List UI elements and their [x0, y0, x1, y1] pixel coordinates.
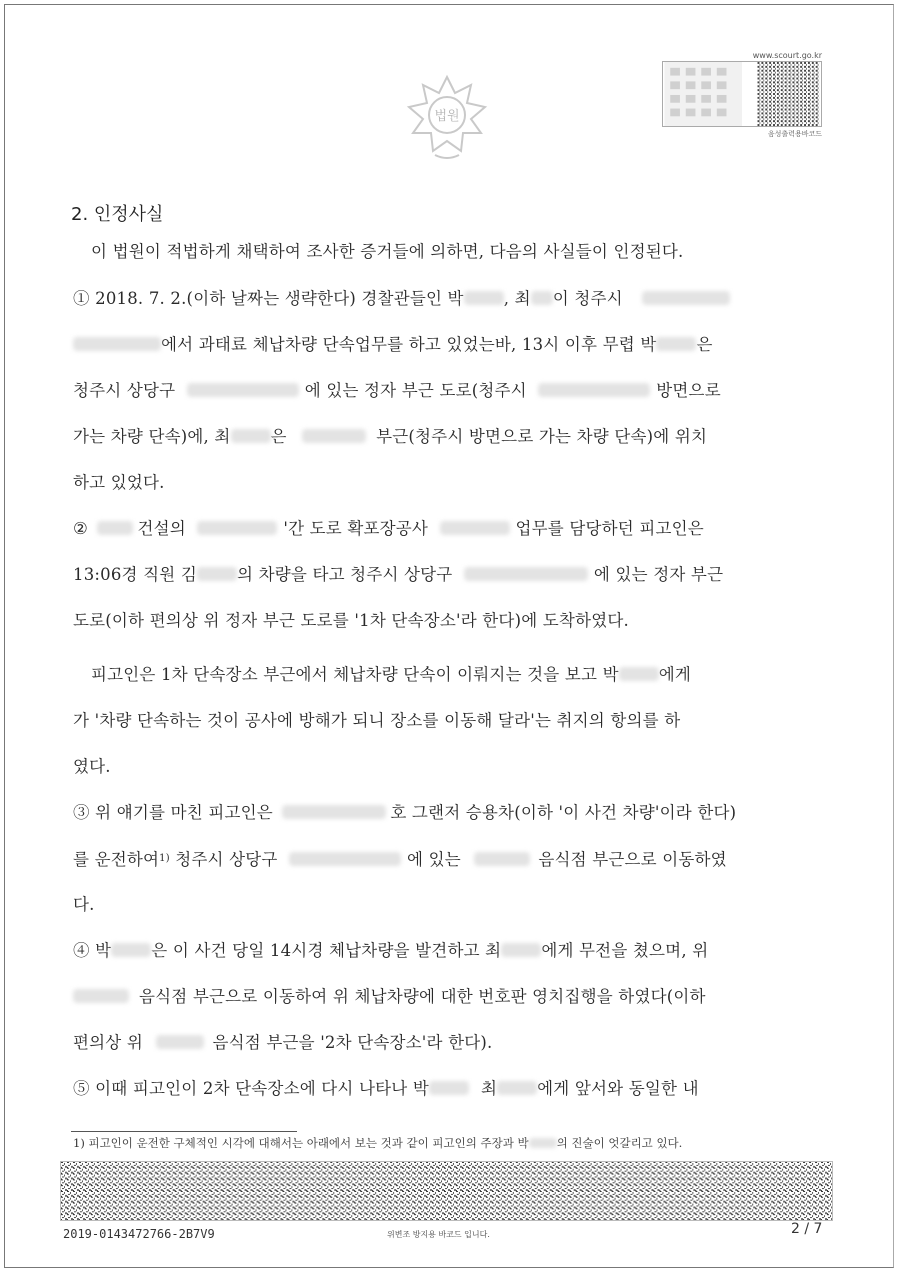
- body-line: 를 운전하여$^{1)}$ 청주시 상당구 에 있는 음식점 부근으로 이동하였: [73, 850, 727, 869]
- body-line: ② 건설의 '간 도로 확포장공사 업무를 담당하던 피고인은: [73, 519, 704, 538]
- section-title: 2. 인정사실: [71, 204, 164, 225]
- body-line: 피고인은 1차 단속장소 부근에서 체납차량 단속이 이뤄지는 것을 보고 박 에게: [91, 665, 692, 684]
- body-line: 음식점 부근으로 이동하여 위 체납차량에 대한 번호판 영치집행을 하였다(이하: [73, 987, 813, 1007]
- body-line: 에서 과태료 체납차량 단속업무를 하고 있었는바, 13시 이후 무렵 박 은: [73, 335, 813, 355]
- body-line: 편의상 위 음식점 부근을 '2차 단속장소'라 한다).: [73, 1033, 493, 1052]
- voice-barcode-area: [662, 51, 822, 147]
- document-page: [4, 4, 894, 1268]
- page-number: 2 / 7: [791, 1221, 823, 1237]
- qr-code-icon: [662, 61, 822, 127]
- body-line: 도로(이하 편의상 위 정자 부근 도로를 '1차 단속장소'라 한다)에 도착하였다.: [73, 611, 629, 630]
- body-line: ① 2018. 7. 2.(이하 날짜는 생략한다) 경찰관들인 박 , 최 이 청주시: [73, 289, 813, 309]
- footnote-ref: 1): [159, 853, 170, 864]
- barcode-label: 음성출력용바코드: [767, 130, 822, 138]
- body-line: 였다.: [73, 757, 111, 776]
- footnote: 1) 피고인이 운전한 구체적인 시각에 대해서는 아래에서 보는 것과 같이 피고인의 주장과 박 의 진술이 엇갈리고 있다.: [73, 1136, 683, 1150]
- body-line: 청주시 상당구 에 있는 정자 부근 도로(청주시 방면으로: [73, 381, 721, 400]
- body-line: 가 '차량 단속하는 것이 공사에 방해가 되니 장소를 이동해 달라'는 취지의 항의를 하: [73, 711, 681, 730]
- document-id: 2019-0143472766-2B7V9: [63, 1227, 215, 1241]
- body-line: 이 법원이 적법하게 채택하여 조사한 증거들에 의하면, 다음의 사실들이 인정된다.: [91, 242, 684, 261]
- body-line: ③ 위 얘기를 마친 피고인은 호 그랜저 승용차(이하 '이 사건 차량'이라 한다): [73, 803, 737, 822]
- body-line: 하고 있었다.: [73, 473, 165, 492]
- court-emblem-icon: [405, 71, 489, 161]
- body-line: 13:06경 직원 김 의 차량을 타고 청주시 상당구 에 있는 정자 부근: [73, 565, 724, 584]
- anti-forgery-barcode-icon: [60, 1161, 833, 1221]
- body-line: ④ 박 은 이 사건 당일 14시경 체납차량을 발견하고 최 에게 무전을 쳤으며, 위: [73, 941, 709, 960]
- body-line: ⑤ 이때 피고인이 2차 단속장소에 다시 나타나 박 최 에게 앞서와 동일한 내: [73, 1079, 699, 1098]
- body-line: 다.: [73, 895, 95, 914]
- body-line: 가는 차량 단속)에, 최 은 부근(청주시 방면으로 가는 차량 단속)에 위치: [73, 427, 708, 446]
- barcode-notice: 위변조 방지용 바코드 입니다.: [387, 1230, 490, 1239]
- footnote-rule: [71, 1131, 297, 1132]
- barcode-url: www.scourt.go.kr: [752, 51, 822, 60]
- emblem-text: 법원: [434, 109, 460, 124]
